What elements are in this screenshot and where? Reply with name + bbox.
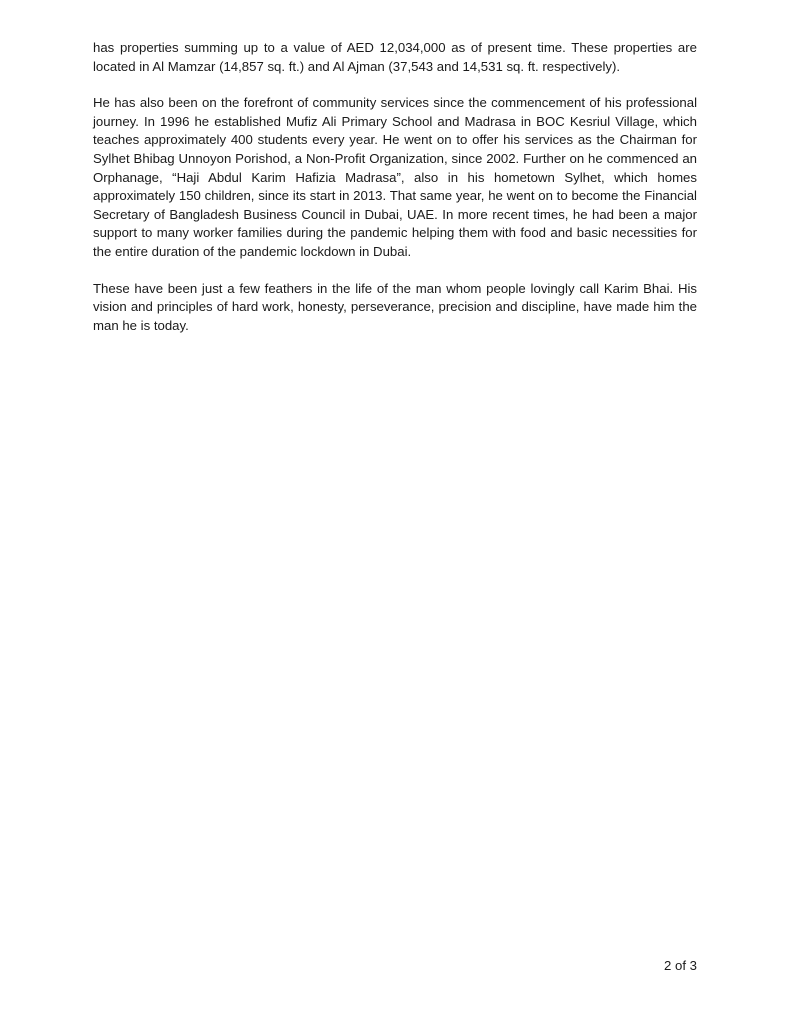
paragraph-closing: These have been just a few feathers in the life of the man whom people lovingly call Karim Bhai. His vision and principles of hard work, honesty, perseverance, precision and discipline, have made him the man he is today. xyxy=(93,280,697,333)
page-number: 2 of 3 xyxy=(664,958,697,973)
paragraph-properties: has properties summing up to a value of AED 12,034,000 as of present time. These properties are located in Al Mamzar (14,857 sq. ft.) and Al Ajman (37,543 and 14,531 sq. ft. respectively). xyxy=(93,40,697,74)
body-text xyxy=(93,39,697,353)
paragraph-community-services: He has also been on the forefront of community services since the commencement of his professional journey. In 1996 he established Mufiz Ali Primary School and Madrasa in BOC Kesriul Village, which teaches approximately 400 students every year. He went on to offer his services as the Chairman for Sylhet Bhibag Unnoyon Porishod, a Non-Profit Organization, since 2002. Further on he commenced an Orphanage, “Haji Abdul Karim Hafizia Madrasa”, also in his hometown Sylhet, which homes approximately 150 children, since its start in 2013. That same year, he went on to become the Financial Secretary of Bangladesh Business Council in Dubai, UAE. In more recent times, he had been a major support to many worker families during the pandemic helping them with food and basic necessities for the entire duration of the pandemic lockdown in Dubai. xyxy=(93,95,697,259)
